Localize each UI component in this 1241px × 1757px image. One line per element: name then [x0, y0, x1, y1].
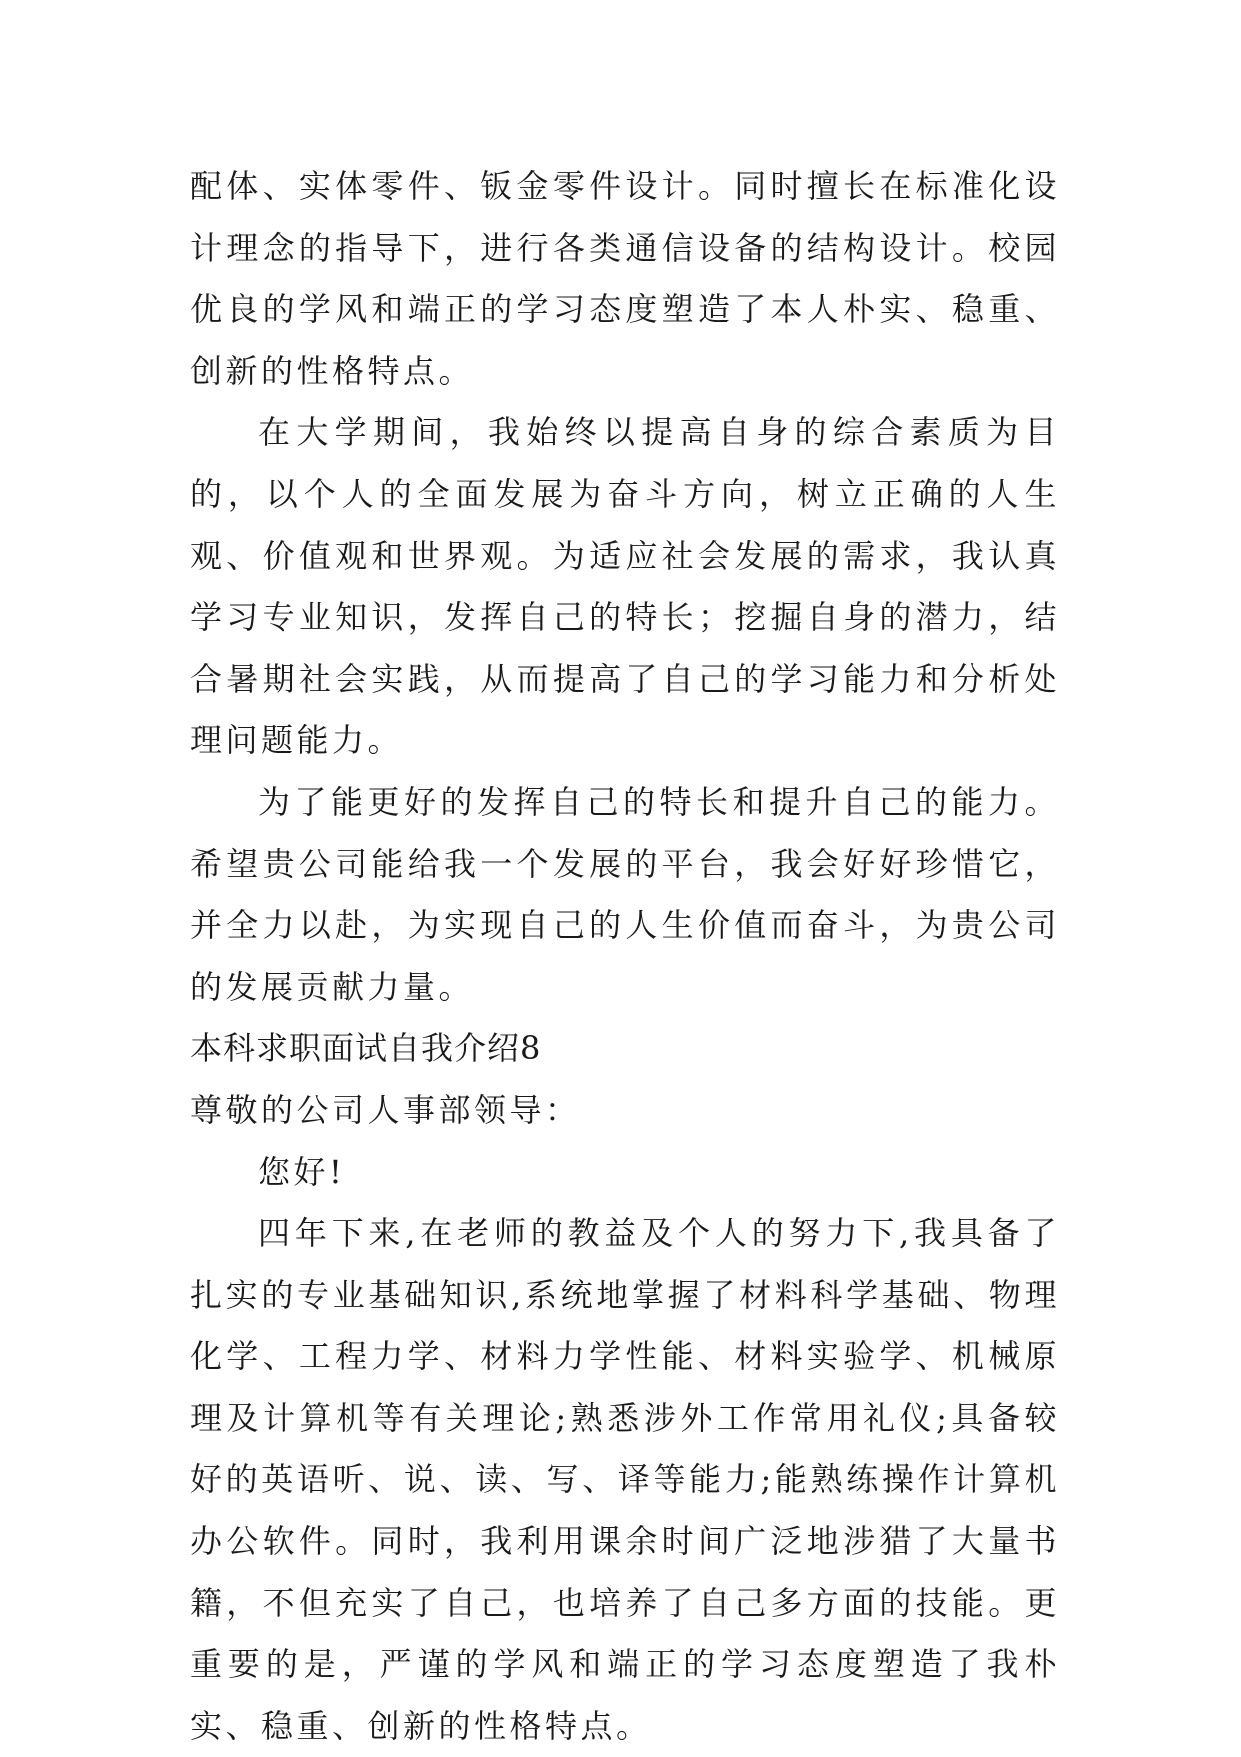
paragraph-2: 在大学期间，我始终以提高自身的综合素质为目的，以个人的全面发展为奋斗方向，树立正确的人生观、价值观和世界观。为适应社会发展的需求，我认真学习专业知识，发挥自己的特长；挖掘自身的潜力，结合暑期社会实践，从而提高了自己的学习能力和分析处理问题能力。: [190, 413, 1060, 760]
paragraph-3: 为了能更好的发挥自己的特长和提升自己的能力。希望贵公司能给我一个发展的平台，我会好好珍惜它，并全力以赴，为实现自己的人生价值而奋斗，为贵公司的发展贡献力量。: [190, 782, 1060, 1006]
section-title: 本科求职面试自我介绍8: [190, 1029, 542, 1068]
salutation: 尊敬的公司人事部领导：: [190, 1090, 581, 1129]
paragraph-1: 配体、实体零件、钣金零件设计。同时擅长在标准化设计理念的指导下，进行各类通信设备的结构设计。校园优良的学风和端正的学习态度塑造了本人朴实、稳重、创新的性格特点。: [190, 167, 1060, 390]
paragraph-4: 四年下来,在老师的教益及个人的努力下,我具备了扎实的专业基础知识,系统地掌握了材料科学基础、物理化学、工程力学、材料力学性能、材料实验学、机械原理及计算机等有关理论;熟悉涉外工作常用礼仪;具备较好的英语听、说、读、写、译等能力;能熟练操作计算机办公软件。同时，我利用课余时间广泛地涉猎了大量书籍，不但充实了自己，也培养了自己多方面的技能。更重要的是，严谨的学风和端正的学习态度塑造了我朴实、稳重、创新的性格特点。: [190, 1214, 1060, 1745]
greeting: 您好!: [258, 1152, 346, 1191]
document-body: [190, 156, 1060, 1757]
